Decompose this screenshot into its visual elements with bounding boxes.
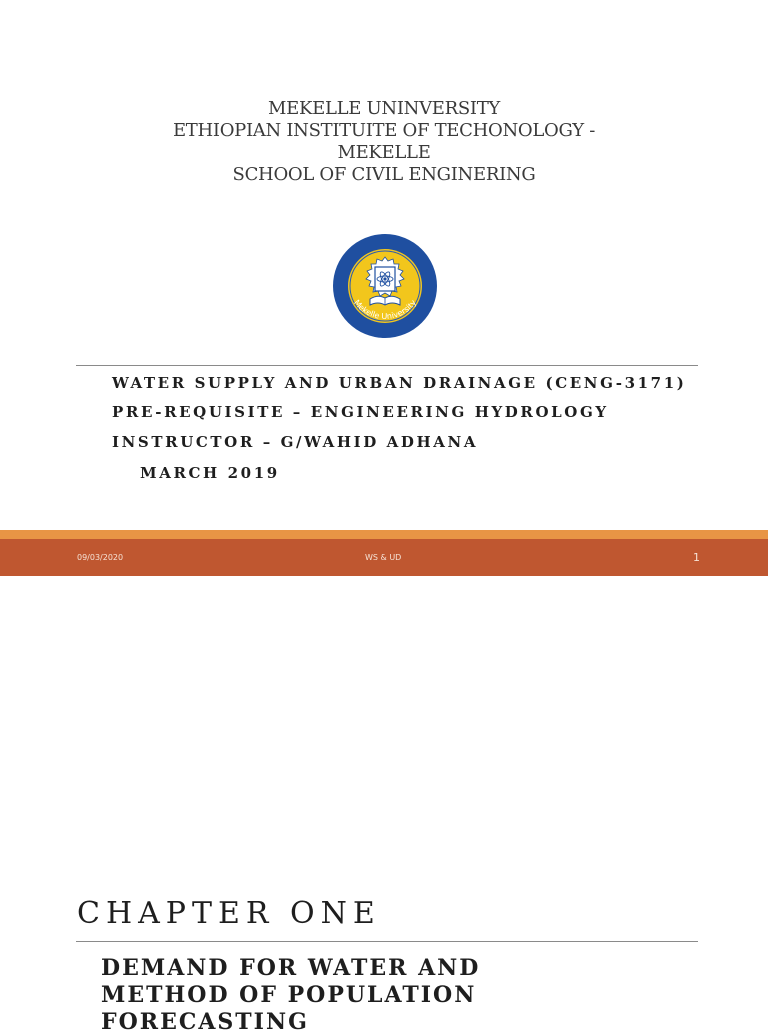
title-divider xyxy=(76,365,698,366)
footer-date: 09/03/2020 xyxy=(77,553,124,562)
university-seal-icon xyxy=(332,233,438,339)
footer-page-number: 1 xyxy=(693,551,700,564)
footer-course-code: WS & UD xyxy=(365,553,402,562)
instructor-line: INSTRUCTOR – G/WAHID ADHANA xyxy=(112,433,479,451)
chapter-subtitle-line-1: DEMAND FOR WATER AND xyxy=(101,955,481,981)
slide-footer xyxy=(0,539,768,576)
header-line-university: MEKELLE UNINVERSITY xyxy=(267,98,501,119)
chapter-divider xyxy=(76,941,698,942)
course-title: WATER SUPPLY AND URBAN DRAINAGE (CENG-3171) xyxy=(112,374,687,392)
chapter-subtitle-line-2: METHOD OF POPULATION xyxy=(101,982,477,1008)
footer-accent-stripe xyxy=(0,530,768,539)
header-line-city: MEKELLE xyxy=(337,142,431,163)
prerequisite-line: PRE-REQUISITE – ENGINEERING HYDROLOGY xyxy=(112,403,609,421)
date-line: MARCH 2019 xyxy=(140,464,280,482)
seal-lettering: Mekelle University xyxy=(352,298,418,322)
chapter-title: CHAPTER ONE xyxy=(77,896,381,931)
university-header xyxy=(0,98,768,186)
chapter-subtitle-line-3: FORECASTING xyxy=(101,1009,309,1035)
header-line-institute: ETHIOPIAN INSTITUITE OF TECHONOLOGY - xyxy=(172,120,596,141)
header-line-school: SCHOOL OF CIVIL ENGINERING xyxy=(232,164,536,185)
